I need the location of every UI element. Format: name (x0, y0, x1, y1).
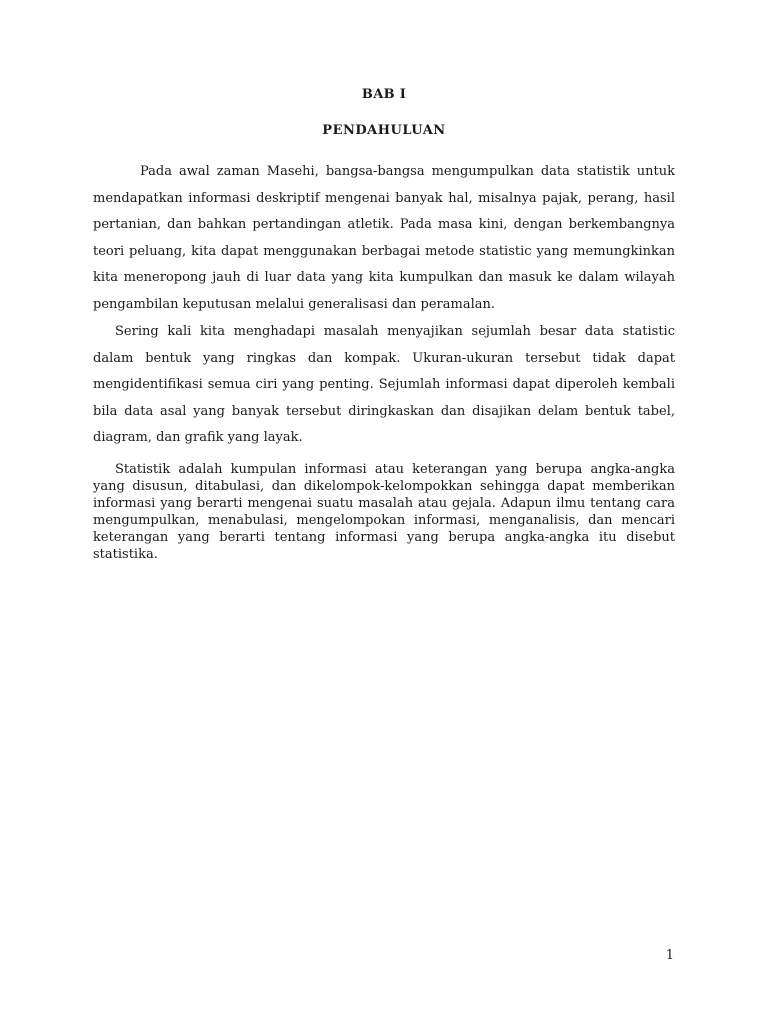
chapter-title: PENDAHULUAN (322, 123, 446, 138)
chapter-label: BAB I (361, 87, 407, 102)
paragraph-3: Statistik adalah kumpulan informasi atau keterangan yang berupa angka-angka yang disusun, ditabulasi, dan dikelompok-kelompokkan sehingga dapat memberikan informasi yang berarti mengenai suatu masalah atau gejala. Adapun ilmu tentang cara mengumpulkan, menabulasi, mengelompokan informasi, menganalisis, dan mencari keterangan yang berarti tentang informasi yang berupa angka-angka itu disebut statistika. (93, 462, 675, 562)
page-number: 1 (665, 948, 674, 963)
paragraph-2: Sering kali kita menghadapi masalah menyajikan sejumlah besar data statistic dalam bentuk yang ringkas dan kompak. Ukuran-ukuran tersebut tidak dapat mengidentifikasi semua ciri yang penting. Sejumlah informasi dapat diperoleh kembali bila data asal yang banyak tersebut diringkaskan dan disajikan delam bentuk tabel, diagram, dan grafik yang layak. (93, 324, 675, 445)
paragraph-1: Pada awal zaman Masehi, bangsa-bangsa mengumpulkan data statistik untuk mendapatkan informasi deskriptif mengenai banyak hal, misalnya pajak, perang, hasil pertanian, dan bahkan pertandingan atletik. Pada masa kini, dengan berkembangnya teori peluang, kita dapat menggunakan berbagai metode statistic yang memungkinkan kita meneropong jauh di luar data yang kita kumpulkan dan masuk ke dalam wilayah pengambilan keputusan melalui generalisasi dan peramalan. (93, 164, 675, 312)
